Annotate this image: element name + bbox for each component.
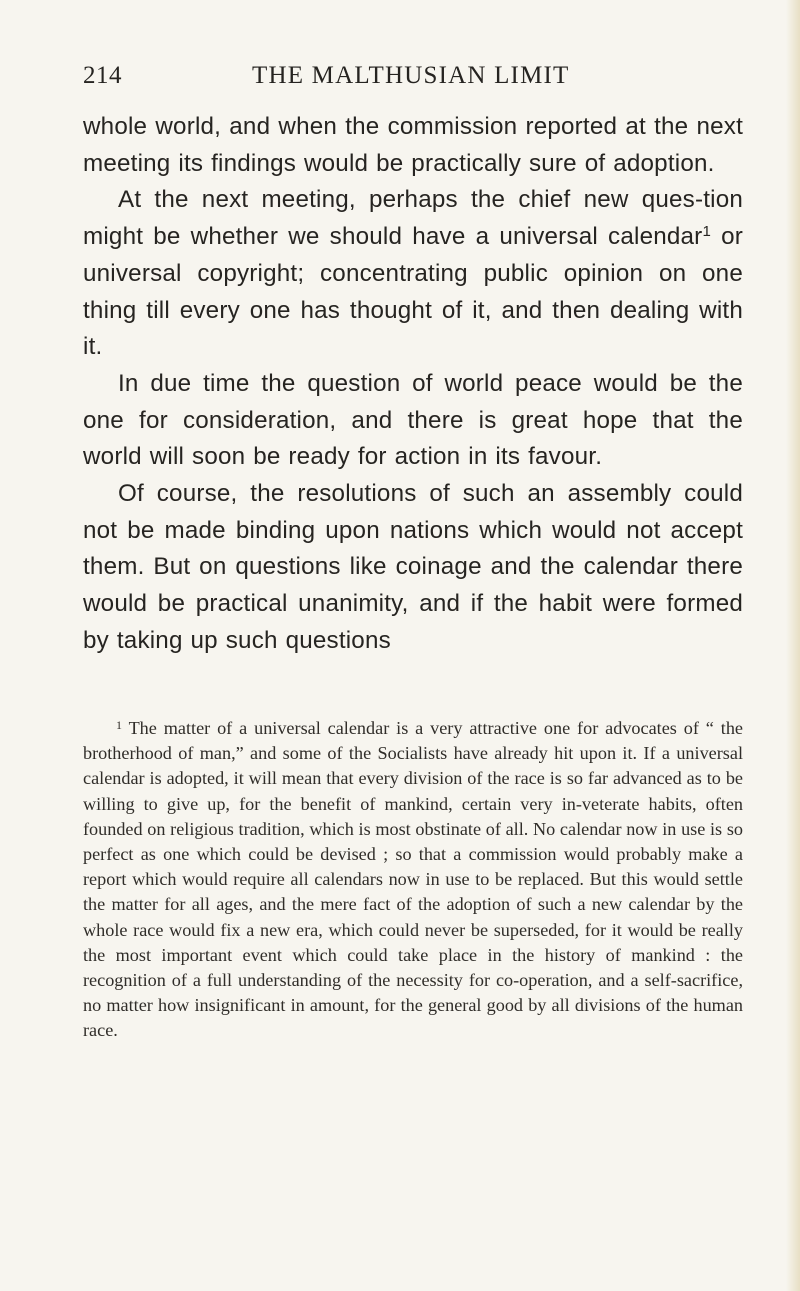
- paragraph-4: Of course, the resolutions of such an assembly could not be made binding upon nations which would not accept them. But on questions like coinage and the calendar there would be practical unanimity, and if the habit were formed by taking up such questions: [83, 480, 743, 654]
- running-title: THE MALTHUSIAN LIMIT: [252, 62, 570, 89]
- footnote: [83, 716, 743, 1044]
- running-header: [83, 62, 743, 98]
- page-edge-shadow: [786, 0, 800, 1291]
- paragraph-1: whole world, and when the commission reported at the next meeting its findings would be practically sure of adoption.: [83, 113, 743, 177]
- paragraph-2-text-end: or universal copyright; concentrating public opinion on one thing till every one has thought of it, and then dealing with it.: [83, 223, 743, 361]
- footnote-marker: 1: [116, 718, 122, 732]
- footnote-text: The matter of a universal calendar is a very attractive one for advocates of “ the brotherhood of man,” and some of the Socialists have already hit upon it. If a universal calendar is adopted, it will mean that every division of the race is so far advanced as to be willing to give up, for the benefit of mankind, certain very in-veterate habits, often founded on religious tradition, which is most obstinate of all. No calendar now in use is so perfect as one which could be devised ; so that a commission would probably make a report which would require all calendars now in use to be replaced. But this would settle the matter for all ages, and the mere fact of the adoption of such a new calendar by the whole race would fix a new era, which could never be superseded, for it would be really the most important event which could take place in the history of mankind : the recognition of a full understanding of the necessity for co-operation, and a self-sacrifice, no matter how insignificant in amount, for the general good by all divisions of the human race.: [83, 718, 743, 1041]
- body-text: [83, 109, 743, 660]
- paragraph-2-text-start: At the next meeting, perhaps the chief new ques-tion might be whether we should have a universal calendar: [83, 186, 743, 251]
- paragraph-2: [83, 182, 743, 366]
- footnote-reference: 1: [702, 223, 711, 241]
- paragraph-3: In due time the question of world peace would be the one for consideration, and there is great hope that the world will soon be ready for action in its favour.: [83, 369, 743, 471]
- page-number: 214: [83, 62, 122, 89]
